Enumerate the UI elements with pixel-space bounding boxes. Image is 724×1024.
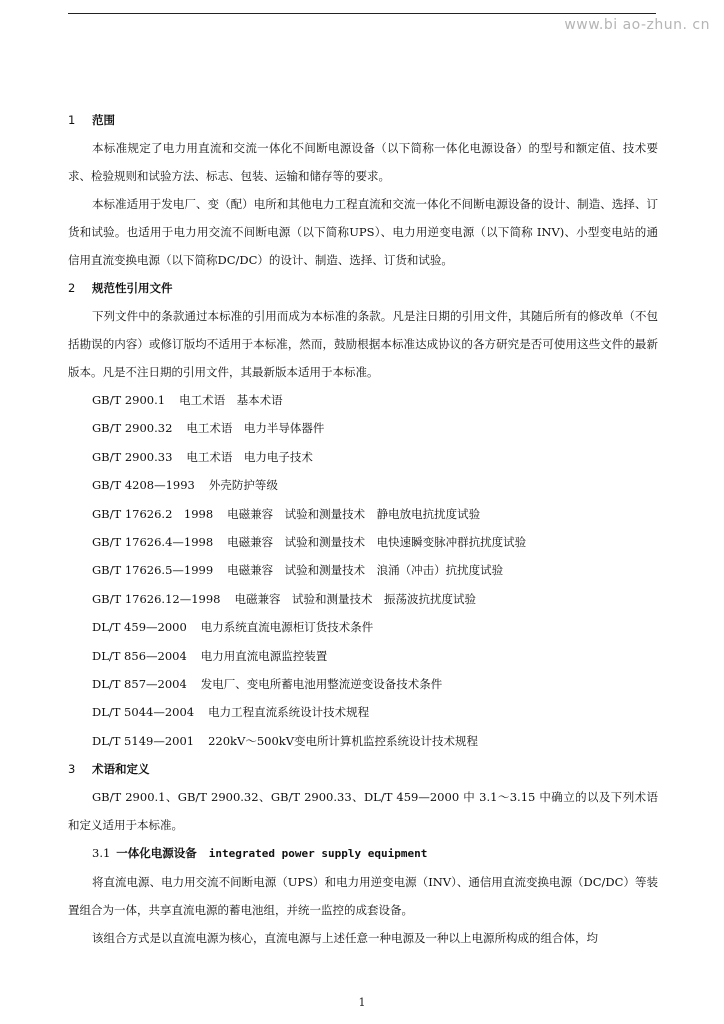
reference-code: DL/T 856—2004 — [92, 648, 187, 663]
paragraph: 该组合方式是以直流电源为核心，直流电源与上述任意一种电源及一种以上电源所构成的组合体，均 — [92, 931, 598, 946]
reference-code: DL/T 459—2000 — [92, 620, 187, 635]
reference-title: 电工术语 电力半导体器件 — [186, 421, 325, 436]
page-number: 1 — [358, 996, 366, 1009]
reference-title: 电磁兼容 试验和测量技术 浪涌（冲击）抗扰度试验 — [227, 563, 504, 578]
reference-title: 电磁兼容 试验和测量技术 电快速瞬变脉冲群抗扰度试验 — [227, 534, 527, 549]
reference-code: GB/T 4208—1993 — [92, 478, 195, 493]
reference-item — [68, 642, 658, 670]
reference-title: 电磁兼容 试验和测量技术 振荡波抗扰度试验 — [234, 591, 476, 606]
reference-title: 外壳防护等级 — [208, 478, 278, 493]
reference-code: GB/T 17626.12—1998 — [92, 591, 221, 606]
reference-item — [68, 613, 658, 641]
term-english: integrated power supply equipment — [208, 847, 428, 861]
term-number: 3.1 — [92, 846, 111, 861]
reference-title: 电工术语 基本术语 — [179, 393, 283, 407]
reference-code: GB/T 2900.1 — [92, 393, 166, 407]
reference-code: GB/T 2900.32 — [92, 421, 173, 436]
section-number: 1 — [68, 113, 76, 127]
section-number: 3 — [68, 762, 76, 777]
reference-item — [68, 471, 658, 499]
reference-item — [68, 585, 658, 613]
paragraph: 本标准规定了电力用直流和交流一体化不间断电源设备（以下简称一体化电源设备）的型号和额定值、技术要求、检验规则和试验方法、标志、包装、运输和储存等的要求。 — [68, 141, 658, 183]
reference-code: DL/T 857—2004 — [92, 676, 187, 691]
paragraph: 本标准适用于发电厂、变（配）电所和其他电力工程直流和交流一体化不间断电源设备的设计、制造、选择、订货和试验。也适用于电力用交流不间断电源（以下简称UPS）、电力用逆变电源（以下简称 INV)、小型变电站的通信用直流变换电源（以下简称DC/DC）的设计、制造、选择、订货和试验。 — [68, 197, 658, 267]
reference-code: GB/T 2900.33 — [92, 449, 173, 464]
reference-code: DL/T 5149—2001 — [92, 733, 195, 748]
document-body — [68, 106, 658, 952]
section-title: 术语和定义 — [92, 762, 150, 777]
section-title: 范围 — [92, 113, 115, 127]
reference-list — [68, 386, 658, 755]
paragraph: 下列文件中的条款通过本标准的引用而成为本标准的条款。凡是注日期的引用文件，其随后所有的修改单（不包括勘误的内容）或修订版均不适用于本标准，然而，鼓励根据本标准达成协议的各方研究是否可使用这些文件的最新版本。凡是不注日期的引用文件，其最新版本适用于本标准。 — [68, 309, 658, 379]
reference-item — [68, 670, 658, 698]
reference-code: GB/T 17626.2 1998 — [92, 506, 214, 521]
section-heading-scope — [68, 106, 658, 134]
reference-code: GB/T 17626.5—1999 — [92, 563, 214, 578]
reference-code: GB/T 17626.4—1998 — [92, 534, 214, 549]
reference-item — [68, 386, 658, 414]
term-entry — [68, 839, 658, 868]
reference-item — [68, 727, 658, 755]
reference-item — [68, 556, 658, 584]
reference-title: 电磁兼容 试验和测量技术 静电放电抗扰度试验 — [227, 506, 481, 521]
term-definition: 将直流电源、电力用交流不间断电源（UPS）和电力用逆变电源（INV）、通信用直流变换电源（DC/DC）等装置组合为一体，共享直流电源的蓄电池组，并统一监控的成套设备。 — [68, 875, 658, 918]
reference-title: 电工术语 电力电子技术 — [186, 449, 313, 464]
section-heading-terms-definitions — [68, 755, 658, 783]
paragraph: GB/T 2900.1、GB/T 2900.32、GB/T 2900.33、DL/T 459—2000 中 3.1～3.15 中确立的以及下列术语和定义适用于本标准。 — [68, 790, 658, 833]
reference-item — [68, 698, 658, 726]
reference-item — [68, 414, 658, 442]
reference-item — [68, 500, 658, 528]
section-title: 规范性引用文件 — [92, 281, 173, 295]
reference-title: 发电厂、变电所蓄电池用整流逆变设备技术条件 — [200, 676, 443, 691]
watermark: www.bi ao-zhun. cn — [564, 17, 710, 33]
term-chinese: 一体化电源设备 — [116, 846, 197, 861]
reference-title: 220kV～500kV变电所计算机监控系统设计技术规程 — [208, 733, 479, 748]
reference-title: 电力系统直流电源柜订货技术条件 — [200, 620, 374, 635]
header-rule — [68, 13, 656, 14]
section-number: 2 — [68, 281, 76, 295]
reference-item — [68, 443, 658, 471]
section-heading-normative-references — [68, 274, 658, 302]
reference-title: 电力用直流电源监控装置 — [200, 648, 328, 663]
reference-code: DL/T 5044—2004 — [92, 705, 195, 720]
reference-item — [68, 528, 658, 556]
reference-title: 电力工程直流系统设计技术规程 — [208, 705, 370, 720]
